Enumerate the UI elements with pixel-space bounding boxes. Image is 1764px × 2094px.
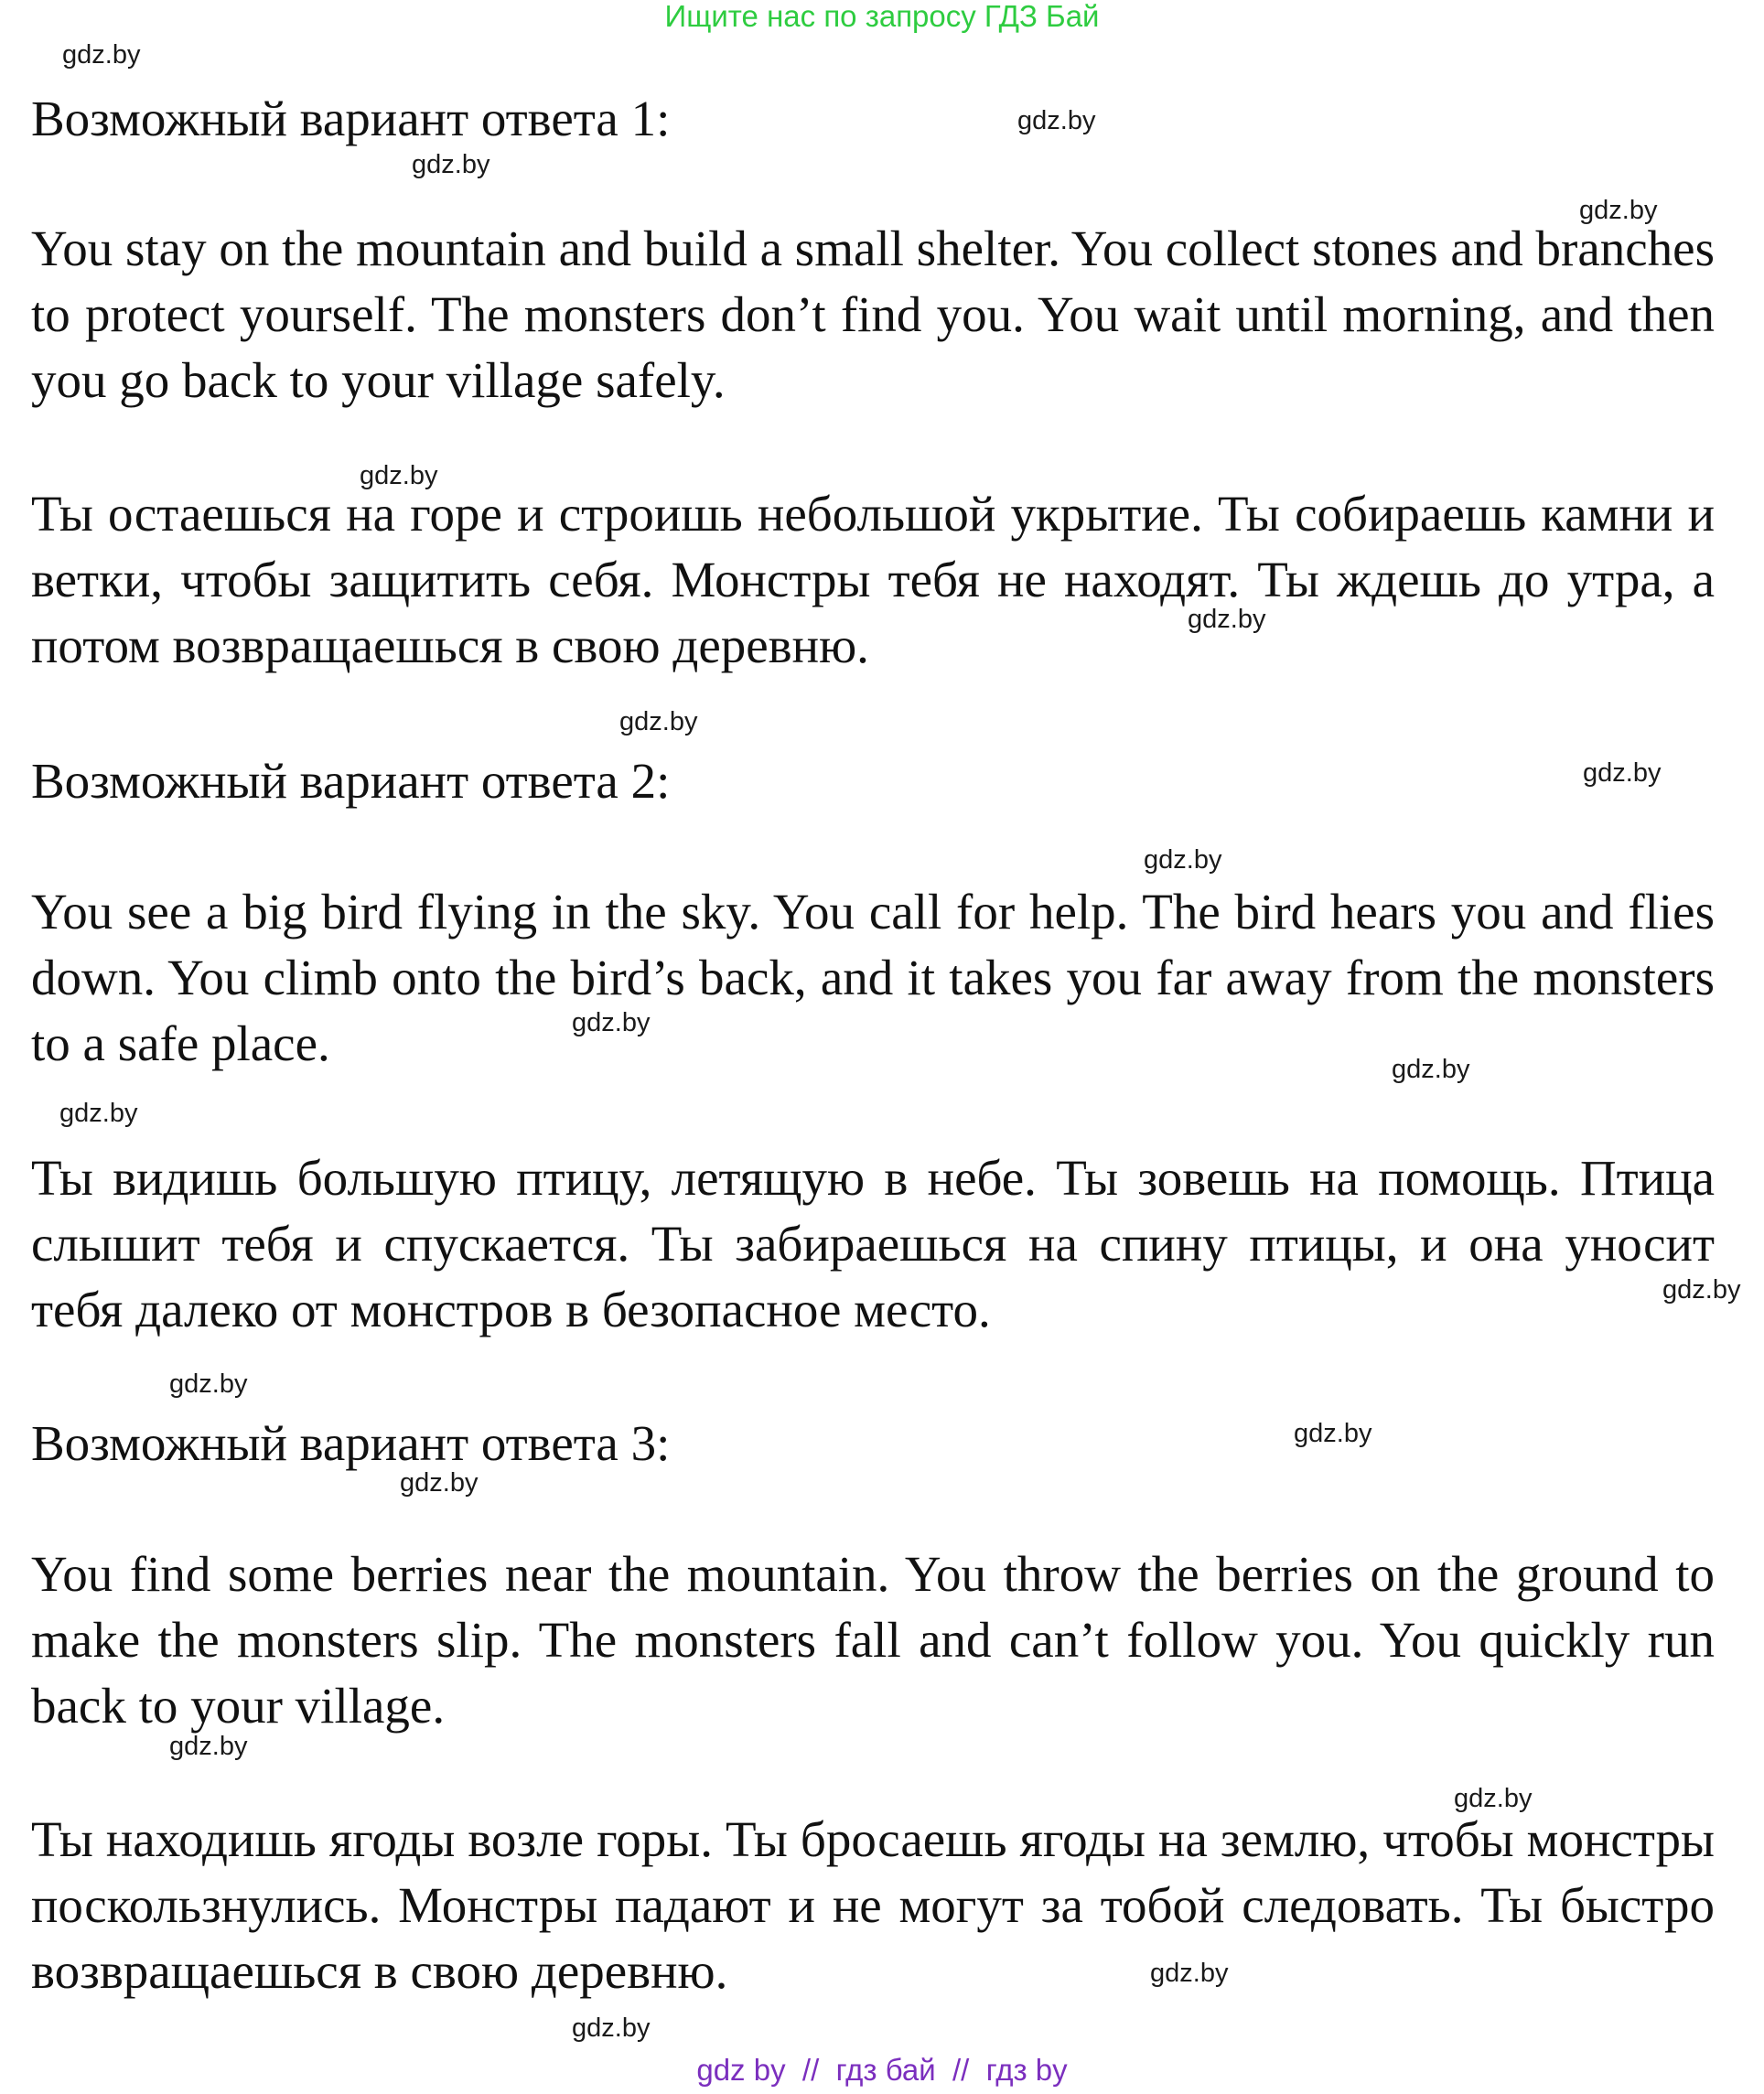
watermark: gdz.by [400,1468,479,1498]
footer-link-gdz-bai[interactable]: гдз бай [835,2053,936,2087]
answer-3-russian: Ты находишь ягоды возле горы. Ты бросаешь ягоды на землю, чтобы монстры поскользнулись. Монстры падают и не могут за тобой следовать. Ты быстро возвращаешься в свою деревню. [31,1811,1715,1999]
watermark: gdz.by [412,150,490,179]
footer-links [0,2052,1764,2089]
watermark: gdz.by [572,1008,651,1037]
watermark: gdz.by [1144,845,1222,875]
watermark: gdz.by [619,707,698,736]
watermark: gdz.by [1017,106,1096,135]
watermark: gdz.by [1188,605,1266,634]
answer-2-russian: Ты видишь большую птицу, летящую в небе. Ты зовешь на помощь. Птица слышит тебя и спускается. Ты забираешься на спину птицы, и она уносит тебя далеко от монстров в безопасное место. [31,1150,1715,1337]
footer-separator: // [952,2053,970,2087]
watermark: gdz.by [62,40,141,70]
watermark: gdz.by [1150,1959,1229,1988]
watermark: gdz.by [1583,758,1662,788]
watermark: gdz.by [1662,1275,1741,1305]
watermark: gdz.by [169,1732,248,1761]
watermark: gdz.by [59,1099,138,1128]
watermark: gdz.by [360,461,438,490]
answer-2-english: You see a big bird flying in the sky. You call for help. The bird hears you and flies down. You climb onto the bird’s back, and it takes you far away from the monsters to a safe place. [31,884,1715,1071]
answer-1-english: You stay on the mountain and build a small shelter. You collect stones and branches to protect yourself. The monsters don’t find you. You wait until morning, and then you go back to your village safely. [31,220,1715,408]
footer-link-gdz-by-cyr[interactable]: гдз by [985,2053,1068,2087]
watermark: gdz.by [1579,196,1658,225]
watermark: gdz.by [1454,1784,1533,1813]
watermark: gdz.by [572,2013,651,2043]
answer-1-heading: Возможный вариант ответа 1: [31,91,671,146]
answer-2-heading: Возможный вариант ответа 2: [31,753,671,809]
answer-1-russian: Ты остаешься на горе и строишь небольшой укрытие. Ты собираешь камни и ветки, чтобы защитить себя. Монстры тебя не находят. Ты ждешь до утра, а потом возвращаешься в свою деревню. [31,486,1715,673]
watermark: gdz.by [1294,1419,1372,1448]
watermark: gdz.by [169,1369,248,1399]
watermark: gdz.by [1392,1055,1470,1084]
answer-3-heading: Возможный вариант ответа 3: [31,1415,671,1471]
footer-separator: // [801,2053,820,2087]
answer-3-english: You find some berries near the mountain. You throw the berries on the ground to make the monsters slip. The monsters fall and can’t follow you. You quickly run back to your village. [31,1546,1715,1734]
footer-link-gdz-by[interactable]: gdz by [696,2053,786,2087]
top-banner: Ищите нас по запросу ГДЗ Бай [664,0,1100,33]
